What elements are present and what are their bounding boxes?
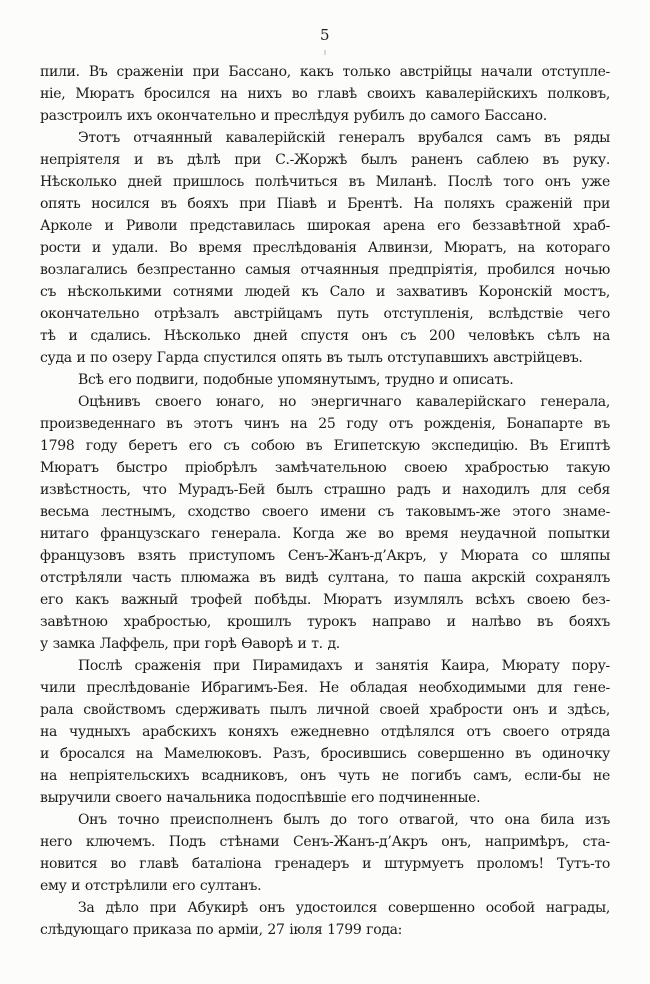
paragraph xyxy=(40,369,610,391)
text-line: пили. Въ сраженіи при Бассано, какъ только австрійцы начали отступле- xyxy=(40,64,610,80)
text-line: разстроилъ ихъ окончательно и преслѣдуя рубилъ до самого Бассано. xyxy=(40,108,547,124)
text-line: 1798 году беретъ его съ собою въ Египетскую экспедицію. Въ Египтѣ xyxy=(40,438,610,454)
text-line: Арколе и Риволи представилась широкая арена его беззавѣтной храб- xyxy=(40,218,610,234)
text-line: Этотъ отчаянный кавалерійскій генералъ врубался самъ въ ряды xyxy=(78,130,610,146)
page-number: 5 xyxy=(319,26,331,44)
text-line: тѣ и сдались. Нѣсколько дней спустя онъ съ 200 человѣкъ сѣлъ на xyxy=(40,328,610,344)
text-line: его какъ важный трофей побѣды. Мюратъ изумлялъ всѣхъ своею без- xyxy=(40,592,610,608)
text-line: опять носился въ бояхъ при Піавѣ и Брентѣ. На поляхъ сраженій при xyxy=(40,196,610,212)
text-line: ему и отстрѣлили его султанъ. xyxy=(40,878,262,894)
text-line: Послѣ сраженія при Пирамидахъ и занятія Каира, Мюрату пору- xyxy=(78,658,610,674)
text-line: произведеннаго въ этотъ чинъ на 25 году отъ рожденія, Бонапарте въ xyxy=(40,416,610,432)
text-line: на чудныхъ арабскихъ коняхъ ежедневно отдѣлялся отъ своего отряда xyxy=(40,724,610,740)
paragraph xyxy=(40,391,610,655)
text-line: суда и по озеру Гарда спустился опять въ тылъ отступавшихъ австрійцевъ. xyxy=(40,350,583,366)
text-line: возлагались безпрестанно самыя отчаянныя предпріятія, пробился ночью xyxy=(40,262,610,278)
text-line: французовъ взять приступомъ Сенъ-Жанъ-д’Акръ, у Мюрата со шляпы xyxy=(40,548,610,564)
text-line: весьма лестнымъ, сходство своего имени съ таковымъ-же этого знаме- xyxy=(40,504,610,520)
page-text xyxy=(40,61,610,941)
text-line: слѣдующаго приказа по арміи, 27 іюля 1799 года: xyxy=(40,922,403,938)
text-line: рости и удали. Во время преслѣдованія Алвинзи, Мюратъ, на котораго xyxy=(40,240,610,256)
text-line: на непріятельскихъ всадниковъ, онъ чуть не погибъ самъ, если-бы не xyxy=(40,768,610,784)
text-line: Всѣ его подвиги, подобные упомянутымъ, трудно и описать. xyxy=(78,372,514,388)
text-line: рала свойствомъ сдерживать пылъ личной своей храбрости онъ и здѣсь, xyxy=(40,702,610,718)
text-line: завѣтною храбростью, крошилъ турокъ направо и налѣво въ бояхъ xyxy=(40,614,610,630)
paragraph xyxy=(40,655,610,809)
text-line: выручили своего начальника подоспѣвшіе его подчиненные. xyxy=(40,790,481,806)
paragraph xyxy=(40,127,610,369)
text-line: окончательно отрѣзалъ австрійцамъ путь отступленія, вслѣдствіе чего xyxy=(40,306,610,322)
paragraph xyxy=(40,897,610,941)
text-line: Онъ точно преисполненъ былъ до того отвагой, что она била изъ xyxy=(78,812,610,828)
text-line: чили преслѣдованіе Ибрагимъ-Бея. Не обладая необходимыми для гене- xyxy=(40,680,610,696)
text-line: съ нѣсколькими сотнями людей къ Сало и захвативъ Коронскій мостъ, xyxy=(40,284,610,300)
text-line: непріятеля и въ дѣлѣ при С.-Жоржѣ былъ раненъ саблею въ руку. xyxy=(40,152,610,168)
text-line: него ключемъ. Подъ стѣнами Сенъ-Жанъ-д’Акръ онъ, напримѣръ, ста- xyxy=(40,834,610,850)
paragraph xyxy=(40,61,610,127)
text-line: отстрѣляли часть плюмажа въ видѣ султана, то паша акрскій сохранялъ xyxy=(40,570,610,586)
text-line: у замка Лаффель, при горѣ Ѳаворѣ и т. д. xyxy=(40,636,340,652)
text-line: и бросался на Мамелюковъ. Разъ, бросившись совершенно въ одиночку xyxy=(40,746,610,762)
text-line: Мюратъ быстро пріобрѣлъ замѣчательною своею храбростью такую xyxy=(40,460,610,476)
paragraph xyxy=(40,809,610,897)
text-line: Нѣсколько дней пришлось полѣчиться въ Миланѣ. Послѣ того онъ уже xyxy=(40,174,610,190)
text-line: извѣстность, что Мурадъ-Бей былъ страшно радъ и находилъ для себя xyxy=(40,482,610,498)
text-line: За дѣло при Абукирѣ онъ удостоился совершенно особой награды, xyxy=(78,900,610,916)
text-line: новится во главѣ баталіона гренадеръ и штурмуетъ проломъ! Тутъ-то xyxy=(40,856,610,872)
text-line: нитаго французскаго генерала. Когда же во время неудачной попытки xyxy=(40,526,610,542)
text-line: Оцѣнивъ своего юнаго, но энергичнаго кавалерійскаго генерала, xyxy=(78,394,610,410)
scan-speck xyxy=(324,50,326,55)
text-line: ніе, Мюратъ бросился на нихъ во главѣ своихъ кавалерійскихъ полковъ, xyxy=(40,86,610,102)
